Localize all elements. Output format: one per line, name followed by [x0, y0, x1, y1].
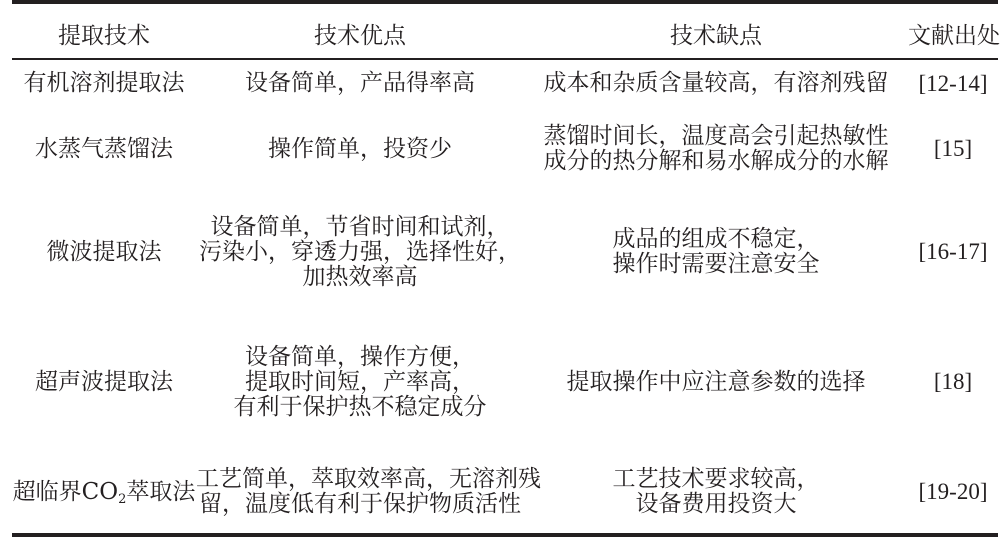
disadvantage-line: 成分的热分解和易水解成分的水解 — [543, 148, 889, 174]
table-header-row — [12, 16, 998, 59]
advantage-line: 加热效率高 — [302, 263, 418, 290]
advantage-line: 设备简单，产品得率高 — [245, 70, 475, 96]
disadvantages-cell — [524, 59, 908, 107]
advantage-line: 污染小，穿透力强，选择性好， — [199, 238, 521, 265]
header-references: 文献出处 — [908, 16, 998, 59]
header-advantages: 技术优点 — [196, 16, 524, 59]
advantages-cell — [196, 451, 541, 535]
header-disadvantages: 技术缺点 — [524, 16, 908, 59]
advantages-cell — [196, 191, 524, 313]
method-cell — [12, 59, 196, 107]
advantage-line: 设备简单，操作方便， — [245, 343, 475, 370]
advantage-line: 有利于保护热不稳定成分 — [233, 393, 487, 420]
method-name: 微波提取法 — [46, 238, 162, 265]
method-cell — [12, 451, 196, 535]
method-name: 超声波提取法 — [35, 368, 173, 395]
table-row — [12, 451, 998, 535]
method-name: 水蒸气蒸馏法 — [35, 135, 173, 162]
advantages-cell — [196, 107, 524, 191]
method-name-subscript: 2 — [118, 491, 127, 507]
references-cell — [908, 313, 998, 451]
references-cell — [908, 59, 998, 107]
reference-text: [15] — [933, 136, 973, 161]
method-cell — [12, 191, 196, 313]
disadvantage-line: 提取操作中应注意参数的选择 — [566, 368, 866, 395]
advantages-cell — [196, 59, 524, 107]
disadvantage-line: 蒸馏时间长，温度高会引起热敏性 — [543, 123, 889, 149]
references-cell — [908, 107, 998, 191]
table-row — [12, 107, 998, 191]
disadvantages-cell — [524, 451, 908, 535]
disadvantages-cell — [524, 107, 908, 191]
table-row — [12, 191, 998, 313]
table-row — [12, 59, 998, 107]
method-cell — [12, 313, 196, 451]
table-row — [12, 313, 998, 451]
reference-text: [12-14] — [918, 70, 988, 96]
disadvantage-line: 成品的组成不稳定， — [612, 226, 820, 252]
advantages-cell — [196, 313, 524, 451]
disadvantages-cell — [524, 191, 908, 313]
disadvantages-cell — [524, 313, 908, 451]
method-name: 有机溶剂提取法 — [23, 70, 185, 96]
method-name-main: 超临界CO — [12, 478, 119, 505]
references-cell — [908, 451, 998, 535]
table-top-rule — [12, 0, 998, 4]
advantage-line: 操作简单，投资少 — [268, 135, 452, 162]
reference-text: [19-20] — [918, 479, 988, 504]
header-method: 提取技术 — [12, 16, 196, 59]
disadvantage-line: 设备费用投资大 — [635, 491, 797, 517]
method-name — [13, 479, 196, 505]
extraction-methods-table — [12, 16, 998, 537]
disadvantage-line: 成本和杂质含量较高，有溶剂残留 — [543, 70, 889, 96]
advantage-line: 提取时间短，产率高， — [245, 368, 475, 395]
disadvantage-line: 工艺技术要求较高， — [612, 466, 820, 492]
references-cell — [908, 191, 998, 313]
reference-text: [18] — [933, 369, 973, 394]
advantage-line: 设备简单，节省时间和试剂， — [210, 213, 510, 240]
method-cell — [12, 107, 196, 191]
disadvantage-line: 操作时需要注意安全 — [612, 251, 820, 277]
advantage-line: 工艺简单，萃取效率高，无溶剂残 — [196, 466, 541, 492]
reference-text: [16-17] — [918, 239, 988, 264]
method-name-suffix: 萃取法 — [126, 478, 196, 505]
advantage-line: 留，温度低有利于保护物质活性 — [199, 491, 521, 517]
